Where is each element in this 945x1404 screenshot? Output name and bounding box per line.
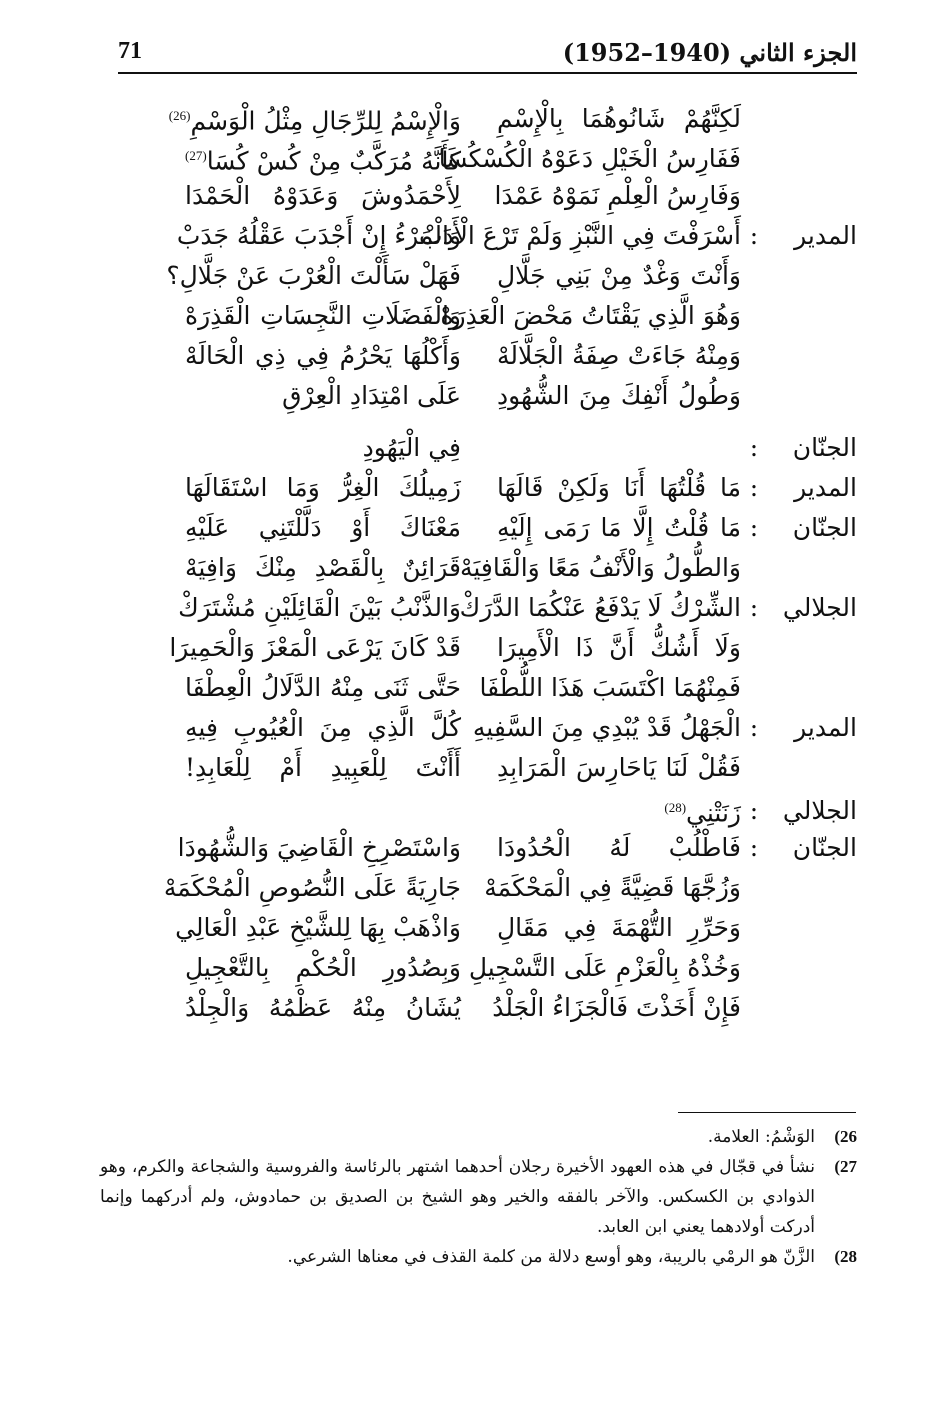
second-hemistich: [178, 588, 461, 628]
first-hemistich: [461, 988, 741, 1028]
first-hemistich: [461, 908, 741, 948]
second-hemistich: [166, 256, 461, 296]
hemistich-text: وَطُولُ أَنْفِكَ مِنَ الشُّهُودِ: [497, 381, 741, 410]
hemistich-text: كُلَّ الَّذِي مِنَ الْعُيُوبِ فِيهِ: [185, 713, 461, 742]
second-hemistich: [185, 296, 461, 336]
footnote-marker[interactable]: (28): [664, 800, 687, 815]
speaker-colon: :: [749, 593, 759, 622]
first-hemistich: [461, 788, 741, 833]
footnote-marker[interactable]: (27): [185, 148, 207, 163]
speaker-name: الجنّان: [792, 833, 857, 862]
hemistich-text: وَالذَّنْبُ بَيْنَ الْقَائِلَيْنِ مُشْتَرَكْ: [178, 593, 461, 622]
hemistich-text: عَلَى امْتِدَادِ الْعِرْقِ: [282, 381, 461, 410]
second-hemistich: [185, 668, 461, 708]
speaker-colon: :: [749, 221, 759, 250]
verse-line: [118, 376, 857, 416]
hemistich-text: مَعْنَاكَ أَوْ دَلَّلْتَنِي عَلَيْهِ: [185, 513, 461, 542]
page-header: [118, 30, 857, 74]
first-hemistich: [461, 548, 741, 588]
hemistich-text: وَالْمَرْءُ إِنْ أَجْدَبَ عَقْلُهُ جَدَبْ: [176, 221, 461, 250]
second-hemistich: [177, 828, 461, 868]
hemistich-text: قَدْ كَانَ يَرْعَى الْمَعْزَ وَالْحَمِيرَا: [169, 633, 461, 662]
hemistich-text: وَأَكْلُهَا يَحْرُمُ فِي ذِي الْحَالَهْ: [185, 341, 461, 370]
verse-line: [118, 296, 857, 336]
verse-line: [118, 988, 857, 1028]
verse-line: [118, 256, 857, 296]
second-hemistich: [185, 508, 461, 548]
verse-block: [118, 96, 857, 1028]
hemistich-text: وَمِنْهُ جَاءَتْ صِفَةُ الْجَلَّالَهْ: [497, 341, 741, 370]
first-hemistich: [461, 99, 741, 139]
first-hemistich: [461, 868, 741, 908]
hemistich-text: وَزُجَّهَا قَضِيَّةً فِي الْمَحْكَمَهْ: [484, 873, 741, 902]
hemistich-text: زَنَتْنِي: [686, 798, 741, 828]
speaker-colon: :: [749, 473, 759, 502]
verse-line: [118, 708, 857, 748]
hemistich-text: مَا قُلْتُهَا أَنَا وَلَكِنْ قَالَهَا: [497, 473, 741, 502]
first-hemistich: [461, 668, 741, 708]
second-hemistich: [163, 868, 461, 908]
verse-line: [118, 868, 857, 908]
hemistich-text: وَفَارِسُ الْعِلْمِ نَمَوْهُ عَمْدَا: [494, 181, 741, 210]
second-hemistich: [168, 96, 461, 141]
verse-line: [118, 628, 857, 668]
hemistich-text: حَتَّى ثَنَى مِنْهُ الدَّلَالُ الْعِطْفَا: [185, 673, 461, 702]
hemistich-text: أَسْرَفْتَ فِي النَّبْزِ وَلَمْ تَرْعَ الْأَدَبْ: [418, 221, 741, 250]
page-number: 71: [118, 38, 142, 64]
hemistich-text: الشِّرْكُ لَا يَدْفَعُ عَنْكُمَا الدَّرَكْ: [459, 593, 741, 622]
second-hemistich: [185, 708, 461, 748]
footnote-number: 26): [834, 1127, 857, 1146]
hemistich-text: أَأَنْتَ لِلْعَبِيدِ أَمْ لِلْعَابِدِ!: [185, 753, 461, 782]
first-hemistich: [418, 216, 741, 256]
hemistich-text: وَحَرِّرِ التُّهْمَةَ فِي مَقَالِ: [497, 913, 741, 942]
verse-line: [118, 336, 857, 376]
hemistich-text: فَمِنْهُمَا اكْتَسَبَ هَذَا اللُّطْفَا: [479, 673, 741, 702]
header-rule: [118, 72, 857, 74]
second-hemistich: [185, 748, 461, 788]
second-hemistich: [185, 176, 461, 216]
footnote: [100, 1242, 857, 1272]
hemistich-text: مَا قُلْتُ إِلَّا مَا رَمَى إِلَيْهِ: [497, 513, 741, 542]
first-hemistich: [461, 588, 741, 628]
hemistich-text: زَمِيلُكَ الْغِرُّ وَمَا اسْتَقَالَهَا: [185, 473, 461, 502]
speaker-name: المدير: [794, 713, 857, 742]
first-hemistich: [461, 376, 741, 416]
hemistich-text: يُشَانُ مِنْهُ عَظْمُهُ وَالْجِلْدُ: [185, 993, 461, 1022]
first-hemistich: [461, 828, 741, 868]
hemistich-text: وَهُوَ الَّذِي يَقْتَاتُ مَحْضَ الْعَذِرَهْ: [440, 301, 741, 330]
first-hemistich: [438, 139, 741, 179]
hemistich-text: فَإِنْ أَخَذْتَ فَالْجَزَاءُ الْجَلْدُ: [492, 993, 741, 1022]
verse-line: [118, 908, 857, 948]
footnote-marker[interactable]: (26): [168, 108, 191, 123]
first-hemistich: [461, 948, 741, 988]
speaker-name: المدير: [794, 221, 857, 250]
hemistich-text: وَاسْتَصْرِخِ الْقَاضِيَ وَالشُّهُودَا: [177, 833, 461, 862]
footnote-text: الزَّنّ هو الرمْي بالريبة، وهو أوسع دلالة من كلمة القذف في معناها الشرعي.: [287, 1247, 815, 1267]
verse-line: [118, 176, 857, 216]
hemistich-text: وَأَنْتَ وَغْدٌ مِنْ بَنِي جَلَّالِ: [497, 261, 741, 290]
speaker-name: المدير: [794, 473, 857, 502]
footnote: [100, 1152, 857, 1242]
running-title: الجزء الثاني (1940–1952): [562, 38, 857, 67]
hemistich-text: وَخُذْهُ بِالْعَزْمِ عَلَى التَّسْجِيلِ: [468, 953, 741, 982]
speaker-name: الجنّان: [792, 433, 857, 462]
verse-line: [118, 948, 857, 988]
verse-line: [118, 428, 857, 468]
footnote-number: 27): [834, 1157, 857, 1176]
second-hemistich: [185, 136, 461, 181]
hemistich-text: لَكِنَّهُمْ شَانُوهُمَا بِالْإِسْمِ: [497, 103, 741, 133]
footnote: [100, 1122, 857, 1152]
hemistich-text: فَاطْلُبْ لَهُ الْحُدُودَا: [497, 833, 741, 862]
hemistich-text: وَالْإِسْمُ لِلرِّجَالِ مِثْلُ الْوَسْمِ: [190, 106, 461, 136]
verse-line: [118, 136, 857, 176]
speaker-colon: :: [749, 795, 759, 825]
hemistich-text: لِأَحْمَدُوشَ وَعَدَوْهُ الْحَمْدَا: [185, 181, 461, 210]
first-hemistich: [461, 176, 741, 216]
verse-line: [118, 468, 857, 508]
hemistich-text: الْجَهْلُ قَدْ يُبْدِي مِنَ السَّفِيهِ: [472, 713, 741, 742]
first-hemistich: [440, 296, 741, 336]
second-hemistich: [185, 548, 461, 588]
hemistich-text: وَالْفَضَلَاتِ النَّجِسَاتِ الْقَذِرَهْ: [185, 301, 461, 330]
verse-line: [118, 748, 857, 788]
footnote-text: الوَشْمُ: العلامة.: [707, 1127, 815, 1147]
first-hemistich: [461, 628, 741, 668]
first-hemistich: [461, 508, 741, 548]
speaker-colon: :: [749, 713, 759, 742]
footnote-text: نشأ في قجّال في هذه العهود الأخيرة رجلان أحدهما اشتهر بالرئاسة والفروسية والشجاعة والكرم، وهو الذوادي بن الكسكس. والآخر بالفقه والخير وهو الشيخ بن الصديق بن حمادوش، ولم أدركهما وإنما أدركت أولادهما يعني ابن العابد.: [100, 1157, 815, 1237]
verse-line: [118, 216, 857, 256]
footnotes: [100, 1122, 857, 1272]
first-hemistich: [461, 336, 741, 376]
second-hemistich: [176, 216, 461, 256]
hemistich-text: وَلَا أَشُكُّ أَنَّ ذَا الْأَمِيرَا: [497, 633, 741, 662]
hemistich-text: فِي الْيَهُودِ: [362, 433, 461, 462]
verse-line: [118, 668, 857, 708]
speaker-name: الجلالي: [782, 593, 857, 622]
hemistich-text: قَرَائِنٌ بِالْقَصْدِ مِنْكَ وَافِيَهْ: [185, 553, 461, 582]
hemistich-text: كَأَنَّهُ مُرَكَّبٌ مِنْ كُسْ كُسَا: [206, 146, 461, 176]
speaker-colon: :: [749, 433, 759, 462]
hemistich-text: فَفَارِسُ الْخَيْلِ دَعَوْهُ الْكُسْكُسَا: [438, 143, 741, 173]
verse-line: [118, 548, 857, 588]
verse-line: [118, 96, 857, 136]
verse-line: [118, 788, 857, 828]
verse-line: [118, 588, 857, 628]
footnote-number: 28): [834, 1247, 857, 1266]
hemistich-text: جَارِيَةً عَلَى النُّصُوصِ الْمُحْكَمَهْ: [163, 873, 461, 902]
first-hemistich: [461, 468, 741, 508]
first-hemistich: [461, 748, 741, 788]
second-hemistich: [185, 988, 461, 1028]
verse-line: [118, 828, 857, 868]
speaker-name: الجنّان: [792, 513, 857, 542]
first-hemistich: [461, 708, 741, 748]
second-hemistich: [175, 908, 461, 948]
hemistich-text: فَقُلْ لَنَا يَاحَارِسَ الْمَرَابِدِ: [497, 753, 741, 782]
second-hemistich: [185, 336, 461, 376]
second-hemistich: [185, 948, 461, 988]
hemistich-text: وَبِصُدُورِ الْحُكْمِ بِالتَّعْجِيلِ: [185, 953, 461, 982]
footnote-separator: [678, 1112, 856, 1113]
hemistich-text: وَالطُّولُ وَالْأَنْفُ مَعًا وَالْقَافِيَهْ: [459, 553, 741, 582]
speaker-colon: :: [749, 513, 759, 542]
speaker-colon: :: [749, 833, 759, 862]
verse-line: [118, 508, 857, 548]
second-hemistich: [169, 628, 461, 668]
second-hemistich: [185, 376, 461, 416]
second-hemistich: [185, 468, 461, 508]
first-hemistich: [461, 256, 741, 296]
hemistich-text: فَهَلْ سَأَلْتَ الْعُرْبَ عَنْ جَلَّالِ؟: [166, 261, 461, 290]
hemistich-text: وَاذْهَبْ بِهَا لِلشَّيْخِ عَبْدِ الْعَالِي: [175, 913, 461, 942]
stanza-gap: [118, 416, 857, 428]
speaker-name: الجلالي: [782, 795, 857, 825]
second-hemistich: [185, 428, 461, 468]
